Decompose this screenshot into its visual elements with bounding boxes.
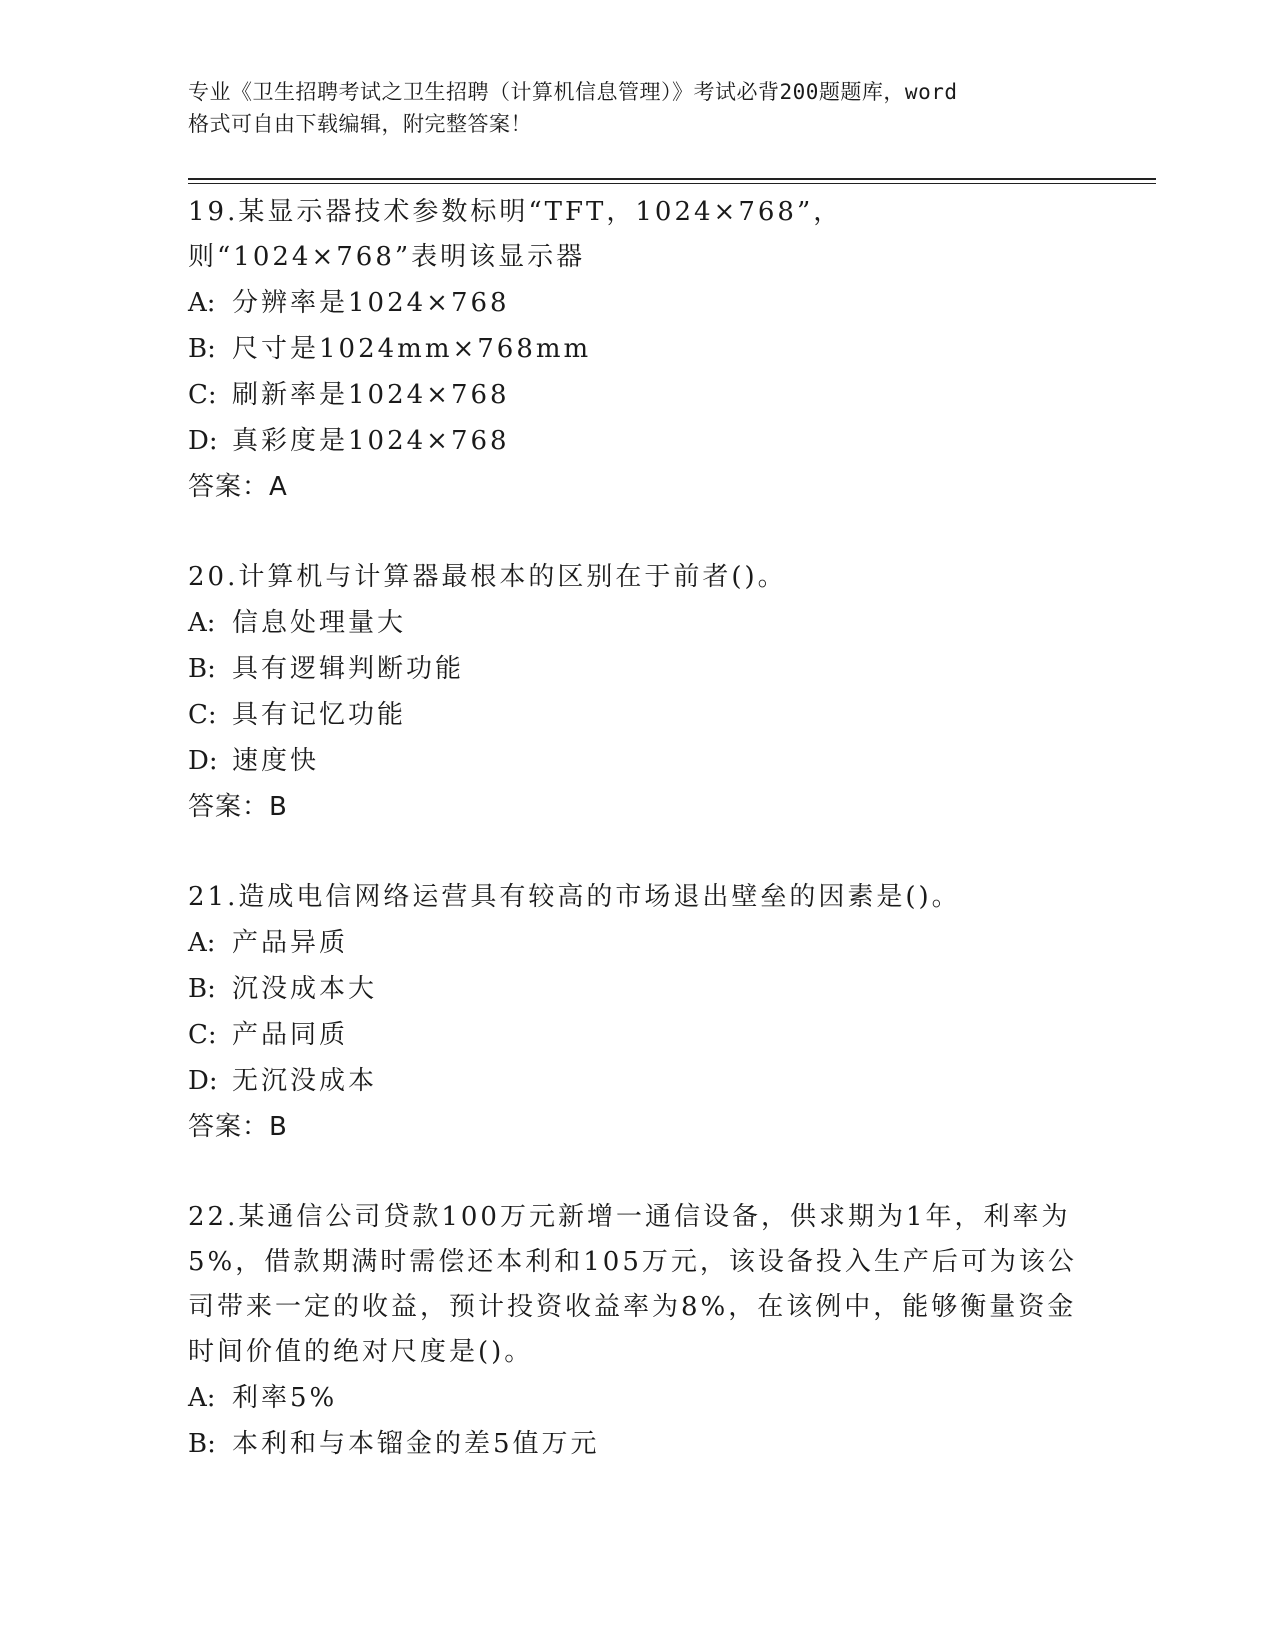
option-c: [188, 1012, 1088, 1058]
option-c: [188, 692, 1088, 738]
option-text: 信息处理量大: [232, 608, 407, 638]
option-b: [188, 1421, 1088, 1467]
answer-line: 答案：B: [188, 792, 288, 822]
option-a: [188, 1375, 1088, 1421]
option-d: [188, 1058, 1088, 1104]
option-a: [188, 280, 1088, 326]
option-letter: A:: [188, 928, 216, 958]
option-text: 利率5%: [232, 1383, 338, 1413]
option-letter: D:: [188, 426, 218, 456]
option-letter: B:: [188, 1429, 216, 1459]
option-text: 产品同质: [232, 1020, 349, 1050]
option-text: 真彩度是1024×768: [232, 426, 510, 456]
option-text: 刷新率是1024×768: [232, 380, 510, 410]
option-b: [188, 646, 1088, 692]
option-b: [188, 966, 1088, 1012]
option-letter: C:: [188, 380, 217, 410]
answer-line: 答案：B: [188, 1112, 288, 1142]
option-a: [188, 600, 1088, 646]
option-text: 具有记忆功能: [232, 700, 407, 730]
question-stem: 22.某通信公司贷款100万元新增一通信设备，供求期为1年，利率为5%，借款期满时需偿还本利和105万元，该设备投入生产后可为该公司带来一定的收益，预计投资收益率为8%，在该例中，能够衡量资金时间价值的绝对尺度是()。: [188, 1202, 1077, 1367]
question-stem: 20.计算机与计算器最根本的区别在于前者()。: [188, 562, 787, 592]
option-letter: C:: [188, 700, 217, 730]
document-header: [188, 76, 1088, 140]
option-letter: C:: [188, 1020, 217, 1050]
option-letter: B:: [188, 334, 216, 364]
answer-line: 答案：A: [188, 472, 288, 502]
option-d: [188, 738, 1088, 784]
option-text: 产品异质: [232, 928, 349, 958]
option-text: 具有逻辑判断功能: [232, 654, 465, 684]
header-divider: [188, 178, 1156, 184]
option-letter: B:: [188, 654, 216, 684]
option-text: 尺寸是1024mm×768mm: [232, 334, 592, 364]
option-letter: A:: [188, 608, 216, 638]
option-text: 无沉没成本: [232, 1066, 378, 1096]
question-stem: 21.造成电信网络运营具有较高的市场退出壁垒的因素是()。: [188, 882, 961, 912]
document-title-line-1: 专业《卫生招聘考试之卫生招聘（计算机信息管理）》考试必背200题题库，word: [188, 80, 958, 104]
option-text: 分辨率是1024×768: [232, 288, 510, 318]
question-22: [188, 1195, 1088, 1467]
question-20: [188, 555, 1088, 830]
option-text: 沉没成本大: [232, 974, 378, 1004]
question-stem: 19.某显示器技术参数标明“TFT，1024×768”，则“1024×768”表明该显示器: [188, 197, 843, 272]
option-text: 速度快: [232, 746, 320, 776]
option-c: [188, 372, 1088, 418]
question-21: [188, 875, 1088, 1150]
option-letter: B:: [188, 974, 216, 1004]
question-19: [188, 190, 1088, 510]
option-text: 本利和与本镏金的差5值万元: [232, 1429, 600, 1459]
document-title-line-2: 格式可自由下载编辑，附完整答案！: [188, 112, 532, 136]
question-list: [188, 190, 1088, 1512]
option-letter: A:: [188, 1383, 216, 1413]
option-letter: D:: [188, 746, 218, 776]
option-a: [188, 920, 1088, 966]
option-letter: D:: [188, 1066, 218, 1096]
option-d: [188, 418, 1088, 464]
option-letter: A:: [188, 288, 216, 318]
option-b: [188, 326, 1088, 372]
